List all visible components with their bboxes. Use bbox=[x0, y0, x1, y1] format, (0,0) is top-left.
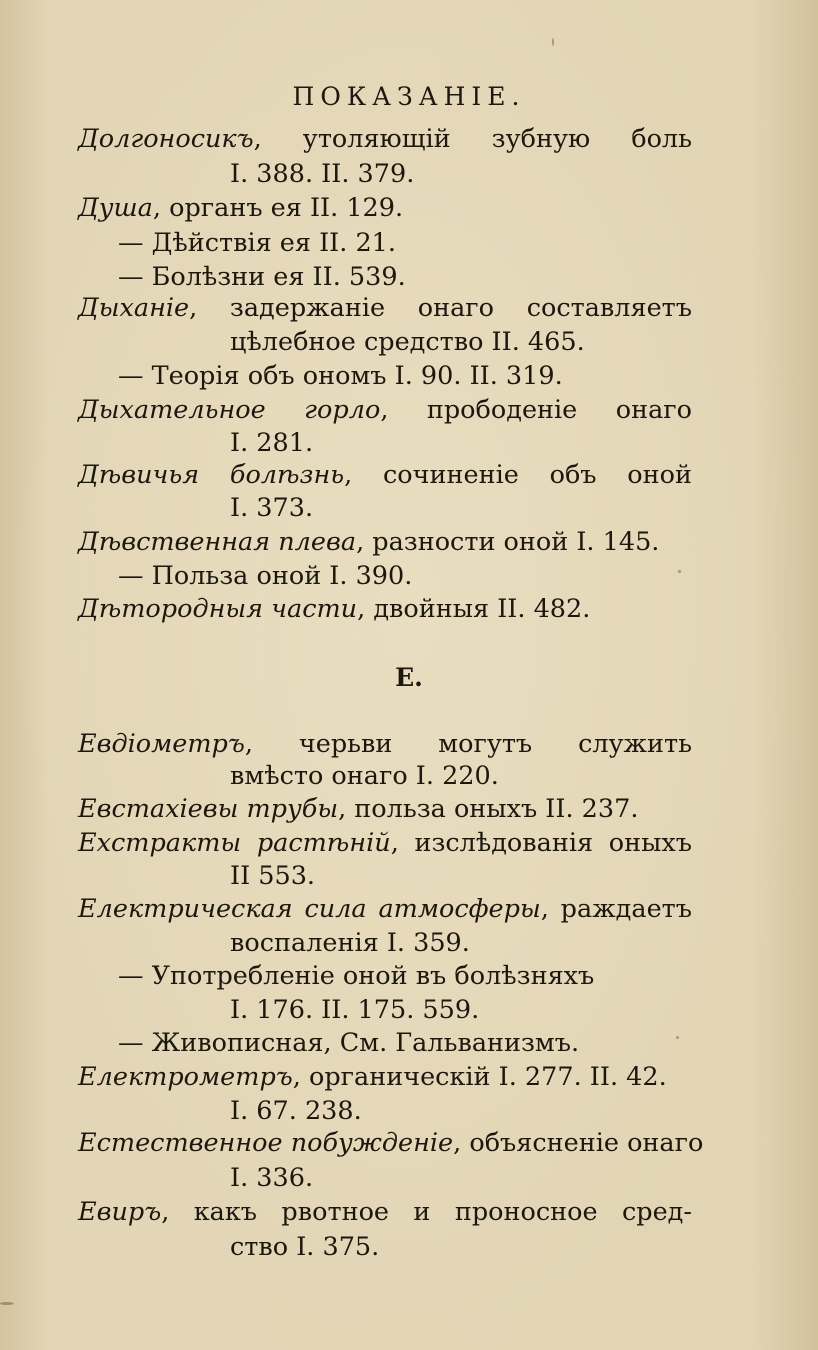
entry-text: , объясненіе онаго bbox=[453, 1128, 704, 1158]
entry-text: — Теорія объ ономъ І. 90. ІІ. 319. bbox=[118, 361, 563, 391]
entry-term: Електрометръ bbox=[78, 1062, 293, 1092]
index-entry-continuation bbox=[230, 159, 692, 189]
entry-text: — Польза оной І. 390. bbox=[118, 561, 413, 591]
index-entry-continuation bbox=[230, 995, 692, 1025]
entry-text: воспаленія І. 359. bbox=[230, 928, 470, 958]
entry-term: Електрическая сила атмосферы bbox=[78, 894, 541, 924]
entry-text: ІІ 553. bbox=[230, 861, 316, 891]
entry-text: — Болѣзни ея ІІ. 539. bbox=[118, 262, 406, 292]
index-entry bbox=[78, 293, 692, 323]
index-entry bbox=[78, 193, 692, 223]
entry-term: Ехстракты растѣній bbox=[78, 828, 391, 858]
entry-term: Естественное побужденіе bbox=[78, 1128, 454, 1158]
entry-term: Душа bbox=[78, 193, 153, 223]
index-entry bbox=[78, 729, 692, 759]
entry-text: вмѣсто онаго І. 220. bbox=[230, 761, 499, 791]
entry-text: , двойныя ІІ. 482. bbox=[357, 594, 591, 624]
entry-term: Дѣтородныя части bbox=[78, 594, 358, 624]
entry-text: І. 67. 238. bbox=[230, 1096, 362, 1126]
entry-text: І. 176. ІІ. 175. 559. bbox=[230, 995, 480, 1025]
index-entry bbox=[78, 395, 692, 425]
entry-term: Дыхательное горло bbox=[78, 395, 381, 425]
entry-term: Евиръ bbox=[78, 1197, 162, 1227]
entry-text: ство І. 375. bbox=[230, 1232, 380, 1262]
index-entry-continuation bbox=[230, 1096, 692, 1126]
entry-text: , какъ рвотное и проносное сред- bbox=[161, 1197, 692, 1227]
index-subentry bbox=[118, 228, 692, 258]
index-entry-continuation bbox=[230, 428, 692, 458]
entry-text: , разности оной І. 145. bbox=[356, 527, 660, 557]
entry-text: , сочиненіе объ оной bbox=[344, 460, 692, 490]
index-entry-continuation bbox=[230, 861, 692, 891]
entry-text: цѣлебное средство ІІ. 465. bbox=[230, 327, 585, 357]
entry-text: , задержаніе онаго составляетъ bbox=[189, 293, 692, 323]
entry-term: Долгоносикъ bbox=[78, 124, 254, 154]
index-entry bbox=[78, 124, 692, 154]
paper-speck bbox=[676, 1036, 679, 1039]
index-entry bbox=[78, 594, 692, 624]
entry-term: Дѣвственная плева bbox=[78, 527, 357, 557]
entry-text: І. 373. bbox=[230, 493, 314, 523]
entry-term: Дыханіе bbox=[78, 293, 190, 323]
entry-text: , органическій І. 277. ІІ. 42. bbox=[292, 1062, 667, 1092]
index-entry-continuation bbox=[230, 493, 692, 523]
section-letter: Е. bbox=[395, 663, 423, 692]
entry-text: І. 336. bbox=[230, 1163, 314, 1193]
index-subentry bbox=[118, 262, 692, 292]
paper-speck bbox=[552, 38, 554, 46]
entry-text: , изслѣдованія оныхъ bbox=[390, 828, 692, 858]
page-heading: ПОКАЗАНІЕ. bbox=[292, 82, 526, 111]
entry-text: — Дѣйствія ея ІІ. 21. bbox=[118, 228, 396, 258]
index-entry bbox=[78, 527, 692, 557]
index-subentry bbox=[118, 961, 692, 991]
entry-text: , органъ ея ІІ. 129. bbox=[152, 193, 404, 223]
index-subentry bbox=[118, 561, 692, 591]
index-entry bbox=[78, 1197, 692, 1227]
entry-text: І. 281. bbox=[230, 428, 314, 458]
index-entry bbox=[78, 1128, 704, 1158]
entry-text: , раждаетъ bbox=[540, 894, 692, 924]
paper-speck bbox=[678, 570, 681, 573]
entry-text: , черьви могутъ служить bbox=[244, 729, 692, 759]
entry-text: — Живописная, См. Гальванизмъ. bbox=[118, 1028, 580, 1058]
index-entry-continuation bbox=[230, 1232, 692, 1262]
index-entry bbox=[78, 894, 692, 924]
entry-text: , прободеніе онаго bbox=[380, 395, 692, 425]
entry-term: Дѣвичья болѣзнь bbox=[78, 460, 345, 490]
entry-text: , утоляющій зубную боль bbox=[253, 124, 692, 154]
index-entry bbox=[78, 460, 692, 490]
index-entry-continuation bbox=[230, 928, 692, 958]
index-entry-continuation bbox=[230, 1163, 692, 1193]
entry-text: — Употребленіе оной въ болѣзняхъ bbox=[118, 961, 595, 991]
index-entry bbox=[78, 828, 692, 858]
index-entry-continuation bbox=[230, 761, 692, 791]
entry-term: Евдіометръ bbox=[78, 729, 245, 759]
entry-term: Евстахіевы трубы bbox=[78, 794, 339, 824]
index-subentry bbox=[118, 361, 692, 391]
index-subentry bbox=[118, 1028, 692, 1058]
index-entry-continuation bbox=[230, 327, 692, 357]
entry-text: І. 388. ІІ. 379. bbox=[230, 159, 415, 189]
index-entry bbox=[78, 794, 692, 824]
entry-text: , польза оныхъ ІІ. 237. bbox=[338, 794, 639, 824]
index-entry bbox=[78, 1062, 692, 1092]
paper-speck bbox=[0, 1302, 14, 1305]
